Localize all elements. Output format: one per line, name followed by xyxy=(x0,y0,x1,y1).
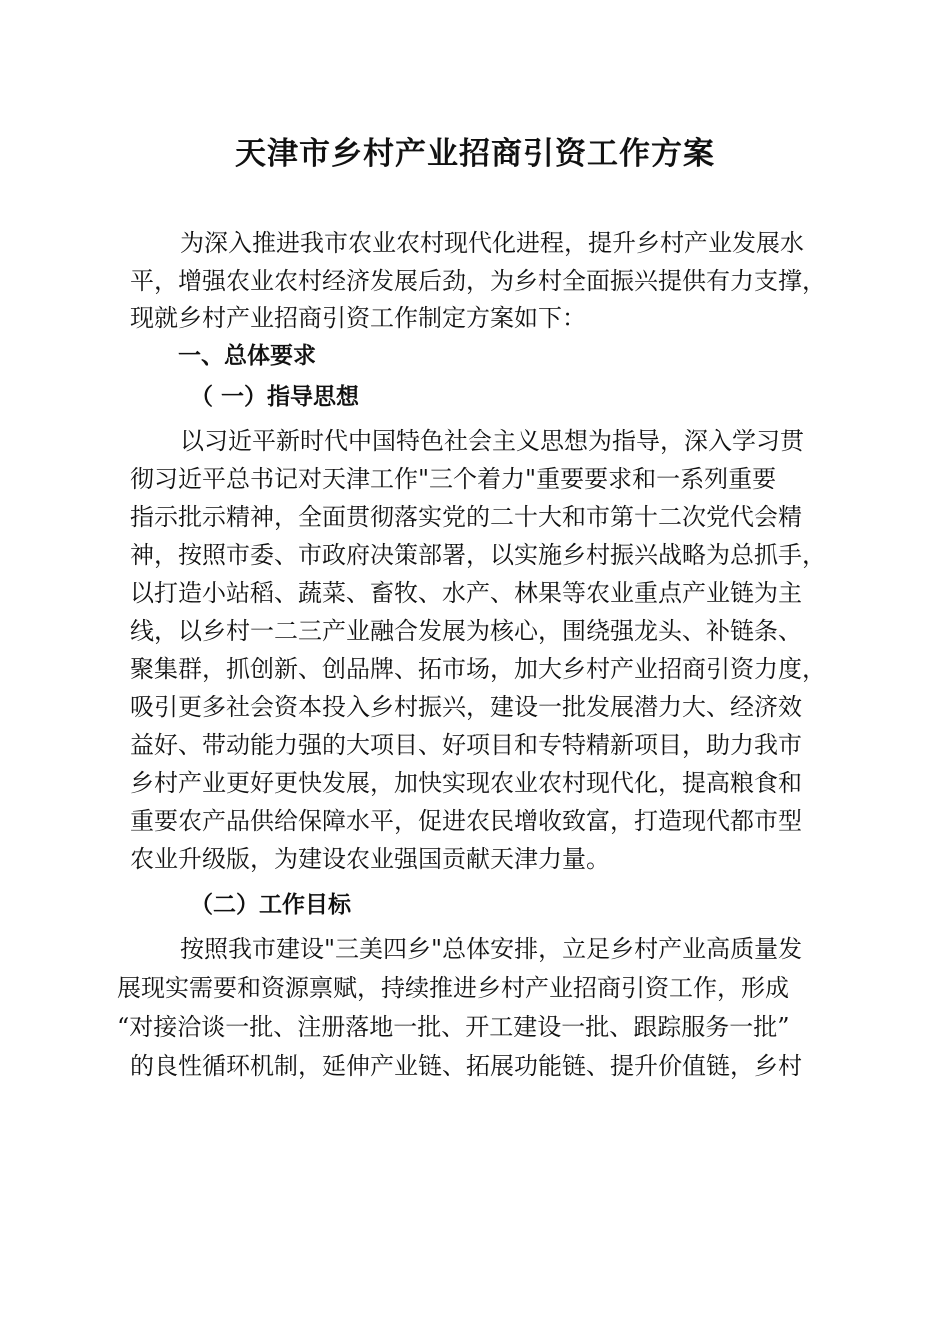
subsection-heading: （二）工作目标 xyxy=(190,892,351,918)
paragraph-line: 指示批示精神，全面贯彻落实党的二十大和市第十二次党代会精 xyxy=(130,503,802,531)
paragraph-line: 彻习近平总书记对天津工作"三个着力"重要要求和一系列重要 xyxy=(130,465,777,493)
paragraph-line: 农业升级版，为建设农业强国贡献天津力量。 xyxy=(130,845,610,873)
section-heading: 一、总体要求 xyxy=(178,343,316,369)
document-title: 天津市乡村产业招商引资工作方案 xyxy=(235,136,715,172)
paragraph-line: 按照我市建设"三美四乡"总体安排，立足乡村产业高质量发 xyxy=(180,935,803,963)
paragraph-line: 益好、带动能力强的大项目、好项目和专特精新项目，助力我市 xyxy=(130,731,802,759)
paragraph-line: “对接洽谈一批、注册落地一批、开工建设一批、跟踪服务一批” xyxy=(117,1013,790,1041)
intro-line: 为深入推进我市农业农村现代化进程，提升乡村产业发展水 xyxy=(180,229,804,257)
paragraph-line: 以习近平新时代中国特色社会主义思想为指导，深入学习贯 xyxy=(180,427,804,455)
subsection-heading: （ 一）指导思想 xyxy=(190,384,360,410)
paragraph-line: 以打造小站稻、蔬菜、畜牧、水产、林果等农业重点产业链为主 xyxy=(130,579,802,607)
paragraph-line: 聚集群，抓创新、创品牌、拓市场，加大乡村产业招商引资力度， xyxy=(130,655,826,683)
paragraph-line: 重要农产品供给保障水平，促进农民增收致富，打造现代都市型 xyxy=(130,807,802,835)
paragraph-line: 的良性循环机制，延伸产业链、拓展功能链、提升价值链，乡村 xyxy=(130,1052,802,1080)
paragraph-line: 展现实需要和资源禀赋，持续推进乡村产业招商引资工作，形成 xyxy=(117,974,789,1002)
intro-line: 现就乡村产业招商引资工作制定方案如下： xyxy=(130,304,586,332)
paragraph-line: 乡村产业更好更快发展，加快实现农业农村现代化，提高粮食和 xyxy=(130,769,802,797)
paragraph-line: 吸引更多社会资本投入乡村振兴，建设一批发展潜力大、经济效 xyxy=(130,693,802,721)
paragraph-line: 神，按照市委、市政府决策部署，以实施乡村振兴战略为总抓手， xyxy=(130,541,826,569)
intro-line: 平，增强农业农村经济发展后劲，为乡村全面振兴提供有力支撑， xyxy=(130,267,826,295)
paragraph-line: 线，以乡村一二三产业融合发展为核心，围绕强龙头、补链条、 xyxy=(130,617,802,645)
